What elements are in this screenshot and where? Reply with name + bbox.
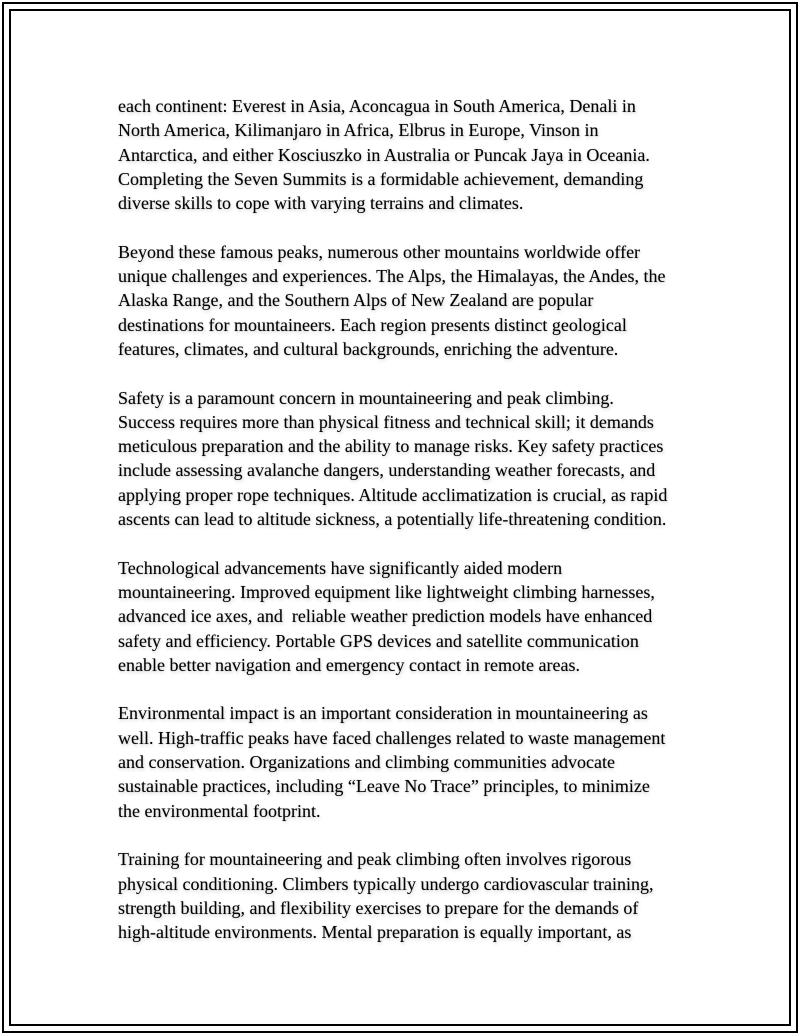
text-line: Antarctica, and either Kosciuszko in Australia or Puncak Jaya in Oceania. <box>118 144 650 165</box>
text-line: Safety is a paramount concern in mountaineering and peak climbing. <box>118 387 614 408</box>
text-line: include assessing avalanche dangers, understanding weather forecasts, and <box>118 460 656 481</box>
text-line: the environmental footprint. <box>118 800 321 821</box>
text-line: Alaska Range, and the Southern Alps of New Zealand are popular <box>118 290 594 311</box>
text-line: Environmental impact is an important consideration in mountaineering as <box>118 703 648 724</box>
text-line: physical conditioning. Climbers typically undergo cardiovascular training, <box>118 873 654 894</box>
text-line: unique challenges and experiences. The Alps, the Himalayas, the Andes, the <box>118 266 666 287</box>
text-line: features, climates, and cultural backgrounds, enriching the adventure. <box>118 338 619 359</box>
text-line: applying proper rope techniques. Altitude acclimatization is crucial, as rapid <box>118 484 668 505</box>
paragraph <box>118 701 708 822</box>
text-line: each continent: Everest in Asia, Aconcagua in South America, Denali in <box>118 96 636 116</box>
text-line: diverse skills to cope with varying terrains and climates. <box>118 193 524 214</box>
document-body <box>118 94 708 969</box>
text-line: mountaineering. Improved equipment like lightweight climbing harnesses, <box>118 581 655 602</box>
text-line: Success requires more than physical fitness and technical skill; it demands <box>118 411 654 432</box>
text-line: and conservation. Organizations and climbing communities advocate <box>118 752 616 773</box>
text-line: North America, Kilimanjaro in Africa, Elbrus in Europe, Vinson in <box>118 120 599 141</box>
paragraph <box>118 847 708 944</box>
text-line: Training for mountaineering and peak climbing often involves rigorous <box>118 849 632 870</box>
paragraph <box>118 94 708 215</box>
text-line: well. High-traffic peaks have faced challenges related to waste management <box>118 727 666 748</box>
text-line: Completing the Seven Summits is a formidable achievement, demanding <box>118 168 644 189</box>
text-line: destinations for mountaineers. Each region presents distinct geological <box>118 314 627 335</box>
text-line: ascents can lead to altitude sickness, a potentially life-threatening condition. <box>118 509 667 530</box>
text-line: Technological advancements have significantly aided modern <box>118 557 563 578</box>
text-line: Beyond these famous peaks, numerous other mountains worldwide offer <box>118 241 641 262</box>
paragraph <box>118 386 708 532</box>
text-line: sustainable practices, including “Leave No Trace” principles, to minimize <box>118 776 650 797</box>
text-line: enable better navigation and emergency contact in remote areas. <box>118 654 580 675</box>
paragraph <box>118 240 708 361</box>
text-line: safety and efficiency. Portable GPS devices and satellite communication <box>118 630 639 651</box>
text-line: meticulous preparation and the ability to manage risks. Key safety practices <box>118 436 664 457</box>
text-line: strength building, and flexibility exercises to prepare for the demands of <box>118 897 639 918</box>
text-line: high-altitude environments. Mental preparation is equally important, as <box>118 922 632 943</box>
text-line: advanced ice axes, and reliable weather prediction models have enhanced <box>118 606 653 627</box>
paragraph <box>118 556 708 677</box>
